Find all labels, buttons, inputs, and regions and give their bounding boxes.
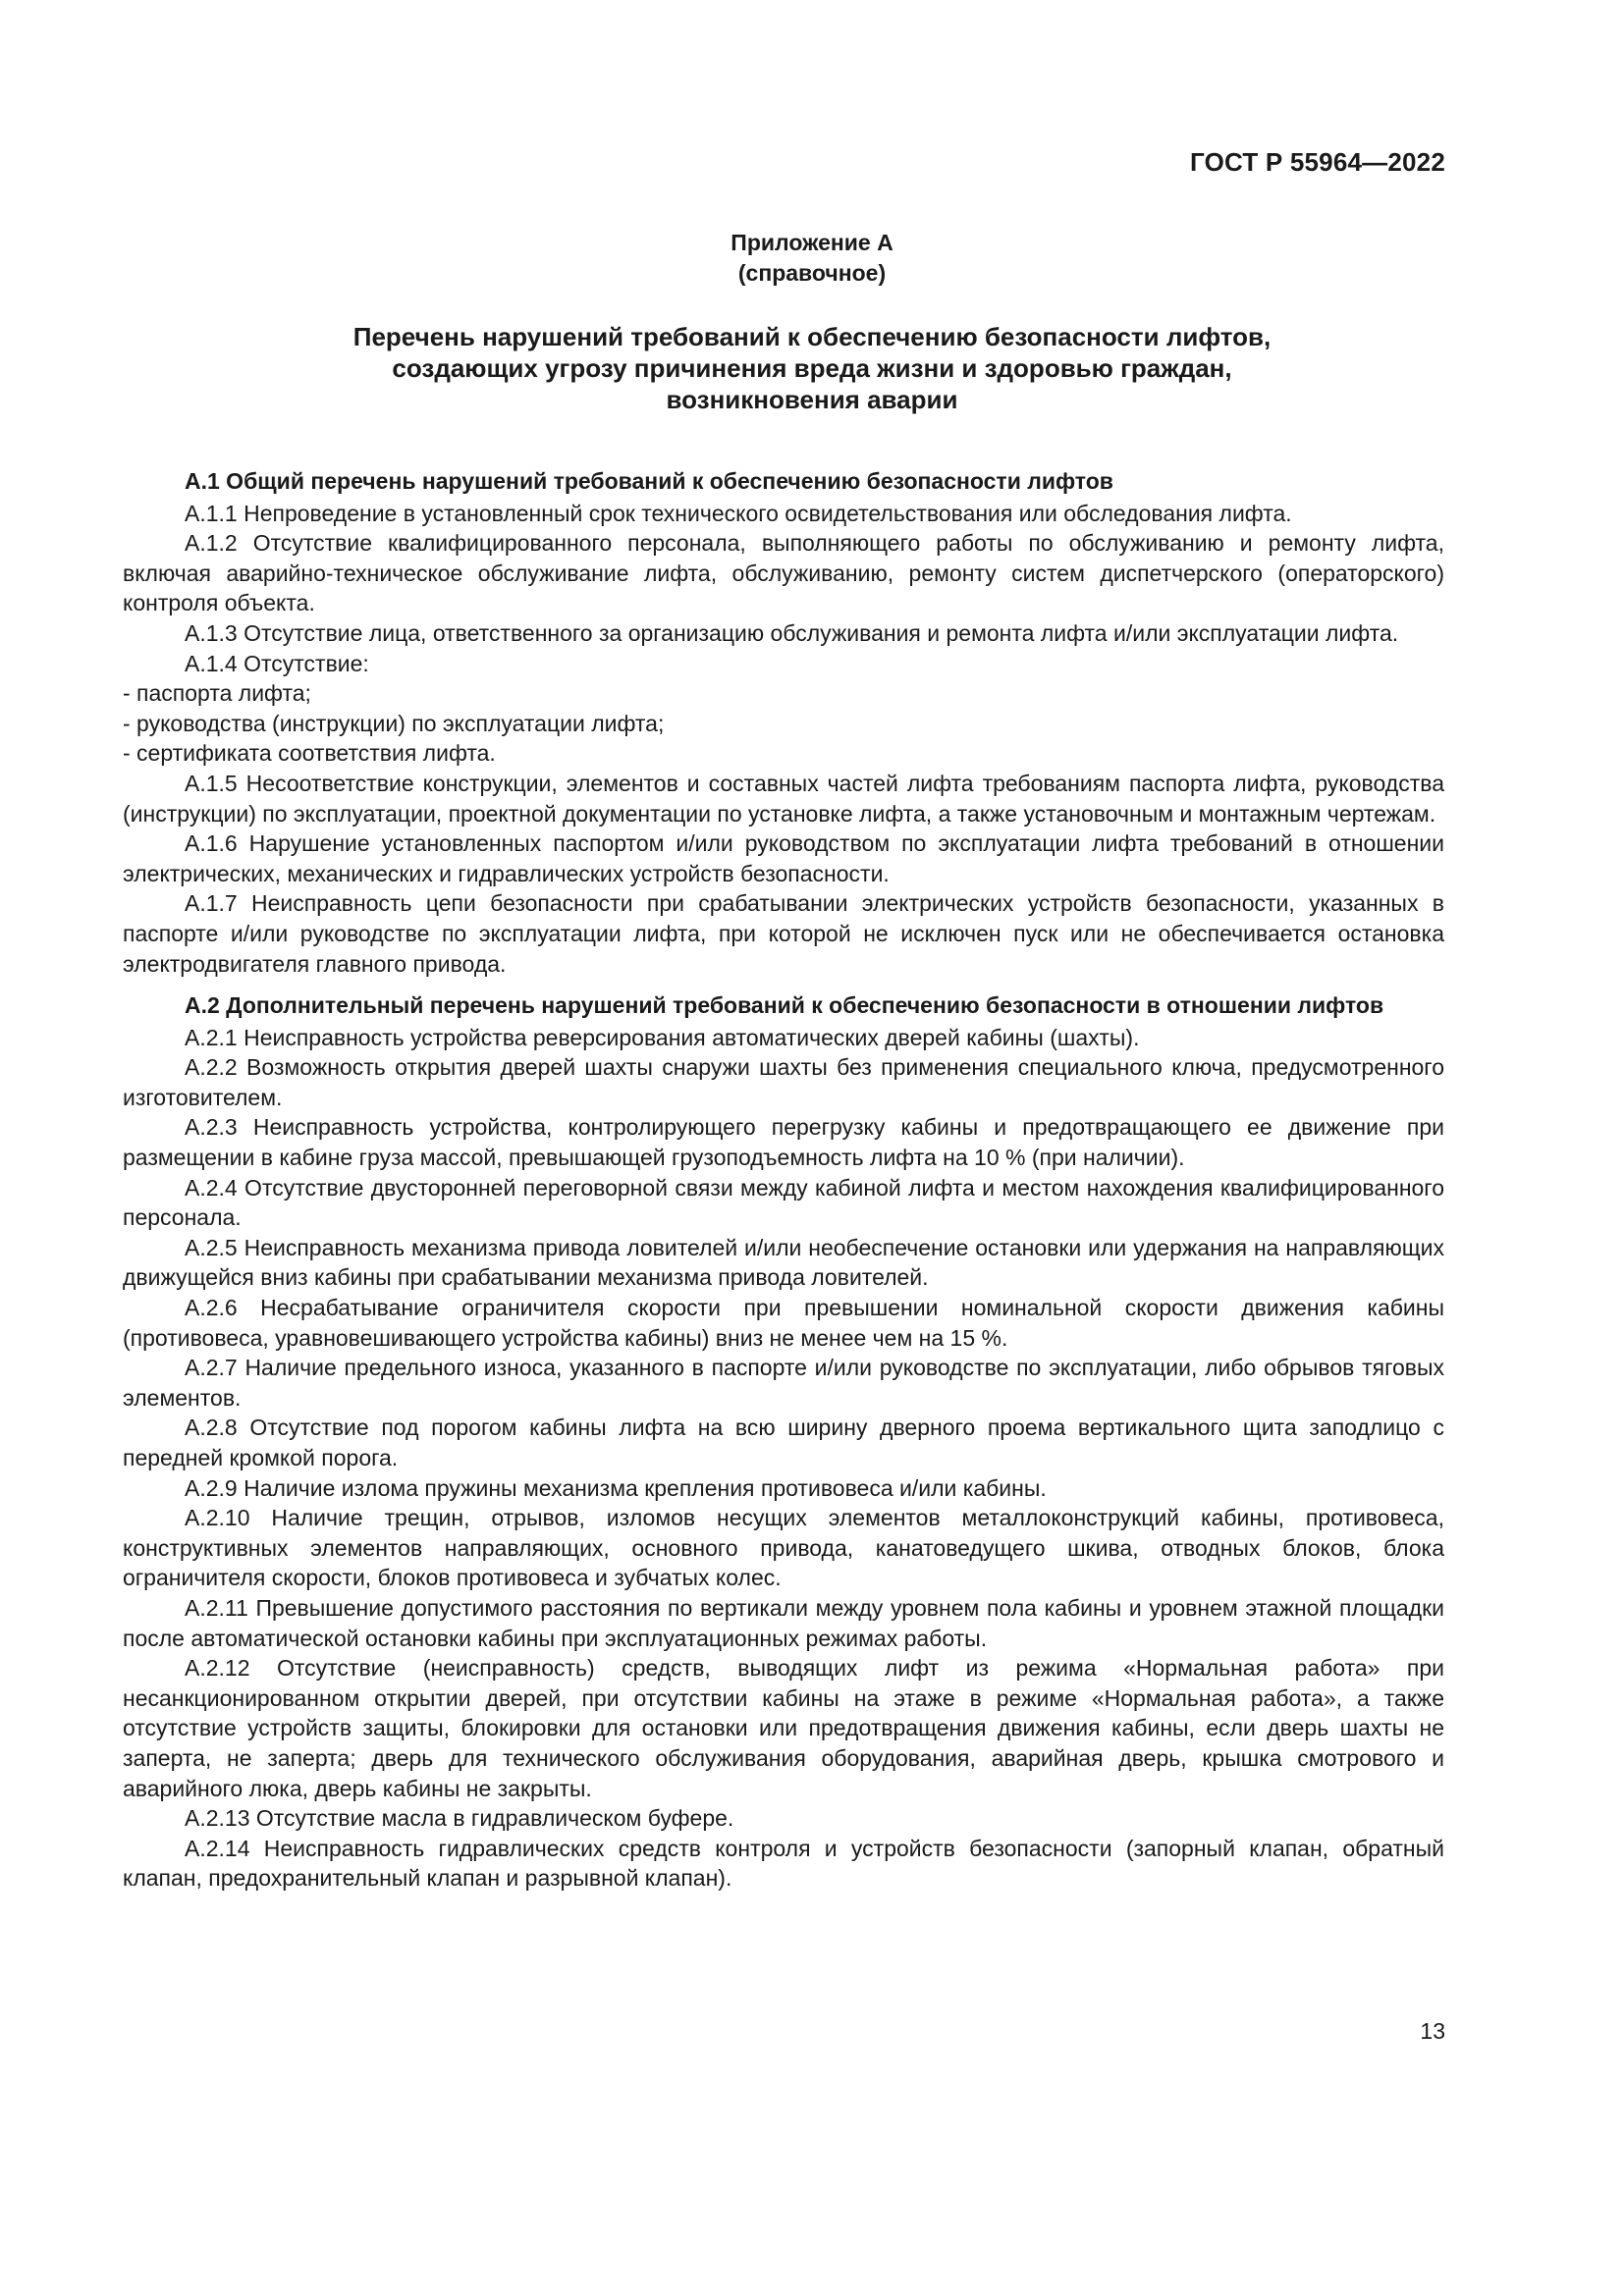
- clause: А.1.5 Несоответствие конструкции, элементов и составных частей лифта требованиям паспорта лифта, руководства (инструкции) по эксплуатации, проектной документации по установке лифта, а также установочным и монтажным чертежам.: [123, 770, 1444, 827]
- annex-title-line: создающих угрозу причинения вреда жизни и здоровью граждан,: [392, 353, 1232, 383]
- clause: А.2.6 Несрабатывание ограничителя скорости при превышении номинальной скорости движения кабины (противовеса, уравновешивающего устройства кабины) вниз не менее чем на 15 %.: [123, 1295, 1444, 1351]
- list-item: - сертификата соответствия лифта.: [123, 740, 496, 767]
- clause: А.2.14 Неисправность гидравлических средств контроля и устройств безопасности (запорный клапан, обратный клапан, предохранительный клапан и разрывной клапан).: [123, 1835, 1444, 1892]
- clause: А.2.2 Возможность открытия дверей шахты снаружи шахты без применения специального ключа, предусмотренного изготовителем.: [123, 1054, 1444, 1110]
- clause: А.1.4 Отсутствие:: [185, 650, 369, 676]
- annex-label: Приложение А: [731, 230, 893, 255]
- clause: А.2.9 Наличие излома пружины механизма крепления противовеса и/или кабины.: [185, 1474, 1047, 1501]
- annex-title-line: возникновения аварии: [666, 385, 958, 414]
- clause: А.1.7 Неисправность цепи безопасности при срабатывании электрических устройств безопасности, указанных в паспорте и/или руководстве по эксплуатации лифта, при которой не исключен пуск или не обеспечивается остановка электродвигателя главного привода.: [123, 890, 1444, 977]
- clause: А.2.7 Наличие предельного износа, указанного в паспорте и/или руководстве по эксплуатации, либо обрывов тяговых элементов.: [123, 1355, 1444, 1411]
- clause: А.2.5 Неисправность механизма привода ловителей и/или необеспечение остановки или удержания на направляющих движущейся вниз кабины при срабатывании механизма привода ловителей.: [123, 1234, 1444, 1291]
- clause: А.2.1 Неисправность устройства реверсирования автоматических дверей кабины (шахты).: [185, 1024, 1140, 1050]
- annex-type: (справочное): [737, 260, 887, 286]
- clause: А.2.12 Отсутствие (неисправность) средств, выводящих лифт из режима «Нормальная работа» при несанкционированном открытии дверей, при отсутствии кабины на этаже в режиме «Нормальная работа», а также отсутствие устройств защиты, блокировки для остановки или предотвращения движения кабины, если дверь шахты не заперта, не заперта; дверь для технического обслуживания оборудования, аварийная дверь, крышка смотрового и аварийного люка, дверь кабины не закрыты.: [123, 1655, 1444, 1801]
- section-heading: А.2 Дополнительный перечень нарушений требований к обеспечению безопасности в отношении лифтов: [185, 992, 1384, 1019]
- clause: А.1.6 Нарушение установленных паспортом и/или руководством по эксплуатации лифта требований в отношении электрических, механических и гидравлических устройств безопасности.: [123, 830, 1444, 886]
- clause: А.1.2 Отсутствие квалифицированного персонала, выполняющего работы по обслуживанию и ремонту лифта, включая аварийно-техническое обслуживание лифта, обслуживанию, ремонту систем диспетчерского (операторского) контроля объекта.: [123, 530, 1444, 616]
- page-number: 13: [1420, 2018, 1445, 2044]
- clause: А.2.8 Отсутствие под порогом кабины лифта на всю ширину дверного проема вертикального щита заподлицо с передней кромкой порога.: [123, 1415, 1444, 1470]
- annex-title: [0, 321, 1624, 415]
- list-item: - паспорта лифта;: [123, 680, 311, 707]
- section-heading: А.1 Общий перечень нарушений требований к обеспечению безопасности лифтов: [185, 468, 1113, 494]
- clause: А.2.10 Наличие трещин, отрывов, изломов несущих элементов металлоконструкций кабины, противовеса, конструктивных элементов направляющих, основного привода, канатоведущего шкива, отводных блоков, блока ограничителя скорости, блоков противовеса и зубчатых колес.: [123, 1505, 1444, 1591]
- clause: А.2.4 Отсутствие двусторонней переговорной связи между кабиной лифта и местом нахождения квалифицированного персонала.: [123, 1174, 1444, 1231]
- clause: А.2.3 Неисправность устройства, контролирующего перегрузку кабины и предотвращающего ее движение при размещении в кабине груза массой, превышающей грузоподъемность лифта на 10 % (при наличии).: [123, 1114, 1444, 1171]
- annex-block: [0, 228, 1624, 289]
- clause: А.1.3 Отсутствие лица, ответственного за организацию обслуживания и ремонта лифта и/или эксплуатации лифта.: [185, 619, 1399, 646]
- document-code: ГОСТ Р 55964—2022: [1190, 147, 1445, 177]
- clause: А.1.1 Непроведение в установленный срок технического освидетельствования или обследования лифта.: [185, 500, 1292, 526]
- clause: А.2.13 Отсутствие масла в гидравлическом буфере.: [185, 1805, 734, 1832]
- clause: А.2.11 Превышение допустимого расстояния по вертикали между уровнем пола кабины и уровнем этажной площадки после автоматической остановки кабины при эксплуатационных режимах работы.: [123, 1594, 1444, 1651]
- annex-title-line: Перечень нарушений требований к обеспечению безопасности лифтов,: [352, 322, 1272, 351]
- list-item: - руководства (инструкции) по эксплуатации лифта;: [123, 710, 665, 736]
- document-body: [123, 466, 1444, 1894]
